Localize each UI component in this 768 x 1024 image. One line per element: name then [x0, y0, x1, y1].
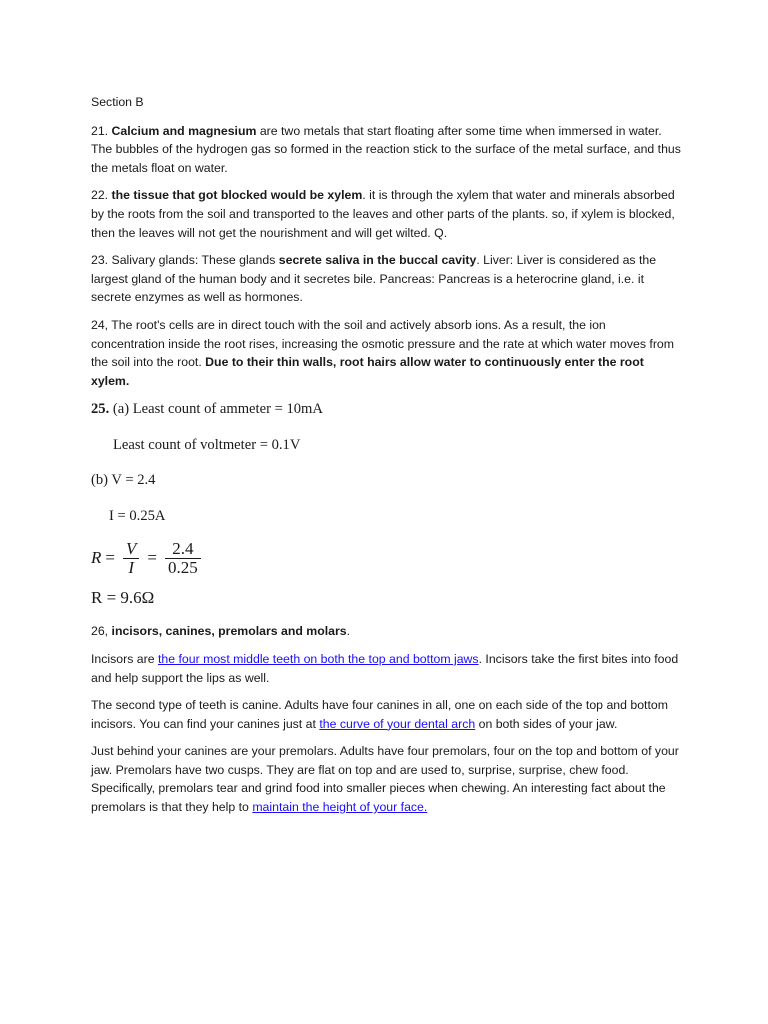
fraction-denominator-i: I [128, 557, 135, 577]
answer-25-current: I = 0.25A [109, 508, 166, 525]
resistance-result: R = 9.6Ω [91, 588, 155, 608]
answer-24 [91, 316, 681, 390]
fraction-values [165, 540, 201, 577]
canines-paragraph [91, 696, 681, 733]
fraction-v-over-i [123, 540, 139, 577]
document-content [91, 93, 681, 826]
fraction-numerator-v: V [123, 540, 139, 559]
section-title: Section B [91, 95, 144, 109]
formula-equals-2: = [147, 548, 157, 568]
resistance-formula [91, 534, 681, 582]
incisors-text-end: . Incisors take the first bites into food and help support the lips as well. [91, 651, 679, 685]
premolars-text-start: Just behind your canines are your premolars. Adults have four premolars, four on the top and bottom of your jaw. Premolars have two cusps. They are flat on top and are used to, surprise, surprise, chew food. Specifically, premolars tear and grind food into smaller pieces when chewing. An interesting fact about the premolars is that they help to [91, 744, 679, 815]
answer-21-text: are two metals that start floating after some time when immersed in water. The bubbles of the hydrogen gas so formed in the reaction stick to the surface of the metal surface, and thus the metals float on water. [91, 123, 681, 175]
answer-22 [91, 186, 681, 242]
answer-22-bold: the tissue that got blocked would be xylem [111, 188, 363, 203]
incisors-paragraph [91, 650, 681, 687]
incisors-link[interactable]: the four most middle teeth on both the top and bottom jaws [157, 651, 479, 666]
premolars-paragraph [91, 742, 681, 816]
answer-25-number: 25. [91, 401, 110, 418]
answer-24-text: 24, The root's cells are in direct touch with the soil and actively absorb ions. As a result, the ion concentration inside the root rises, increasing the osmotic pressure and the rate at which water moves from the soil into the root. [91, 317, 675, 370]
formula-r: R [91, 548, 102, 568]
dental-arch-link[interactable]: the curve of your dental arch [319, 716, 476, 731]
canines-text-end: on both sides of your jaw. [478, 716, 618, 731]
incisors-text-start: Incisors are [91, 651, 155, 666]
answer-23-text: . Liver: Liver is considered as the largest gland of the human body and it secretes bile. Pancreas: Pancreas is a heterocrine gland, i.e. it secrete enzymes as well as hormones. [91, 253, 657, 305]
fraction-denominator-value: 0.25 [167, 557, 198, 577]
answer-21-number: 21. [91, 123, 109, 138]
answer-22-number: 22. [91, 188, 109, 203]
answer-26-dot: . [346, 624, 351, 639]
answer-23 [91, 251, 681, 307]
answer-23-bold: secrete saliva in the buccal cavity [278, 253, 477, 268]
answer-26-bold: incisors, canines, premolars and molars [111, 624, 347, 639]
answer-22-text: . it is through the xylem that water and minerals absorbed by the roots from the soil and transported to the leaves and other parts of the plants. so, if xylem is blocked, then the leaves will not get the nourishment and will get wilted. Q. [91, 188, 675, 240]
answer-25-line-b: (b) V = 2.4 [91, 472, 156, 489]
answer-25 [91, 399, 681, 608]
answer-21-bold: Calcium and magnesium [111, 123, 257, 138]
answer-23-prefix: 23. Salivary glands: These glands [91, 253, 276, 268]
canines-text-start: The second type of teeth is canine. Adults have four canines in all, one on each side of the top and bottom incisors. You can find your canines just at [91, 698, 668, 731]
answer-25-voltmeter: Least count of voltmeter = 0.1V [113, 437, 301, 454]
answer-26-number: 26, [91, 624, 109, 639]
answer-21 [91, 122, 681, 178]
formula-equals-1: = [105, 548, 115, 568]
face-height-link[interactable]: maintain the height of your face. [252, 800, 428, 815]
answer-25-line-a: (a) Least count of ammeter = 10mA [112, 401, 323, 418]
answer-24-bold: Due to their thin walls, root hairs allow water to continuously enter the root xylem. [91, 355, 644, 388]
fraction-numerator-value: 2.4 [165, 540, 201, 559]
answer-26-heading [91, 622, 681, 641]
